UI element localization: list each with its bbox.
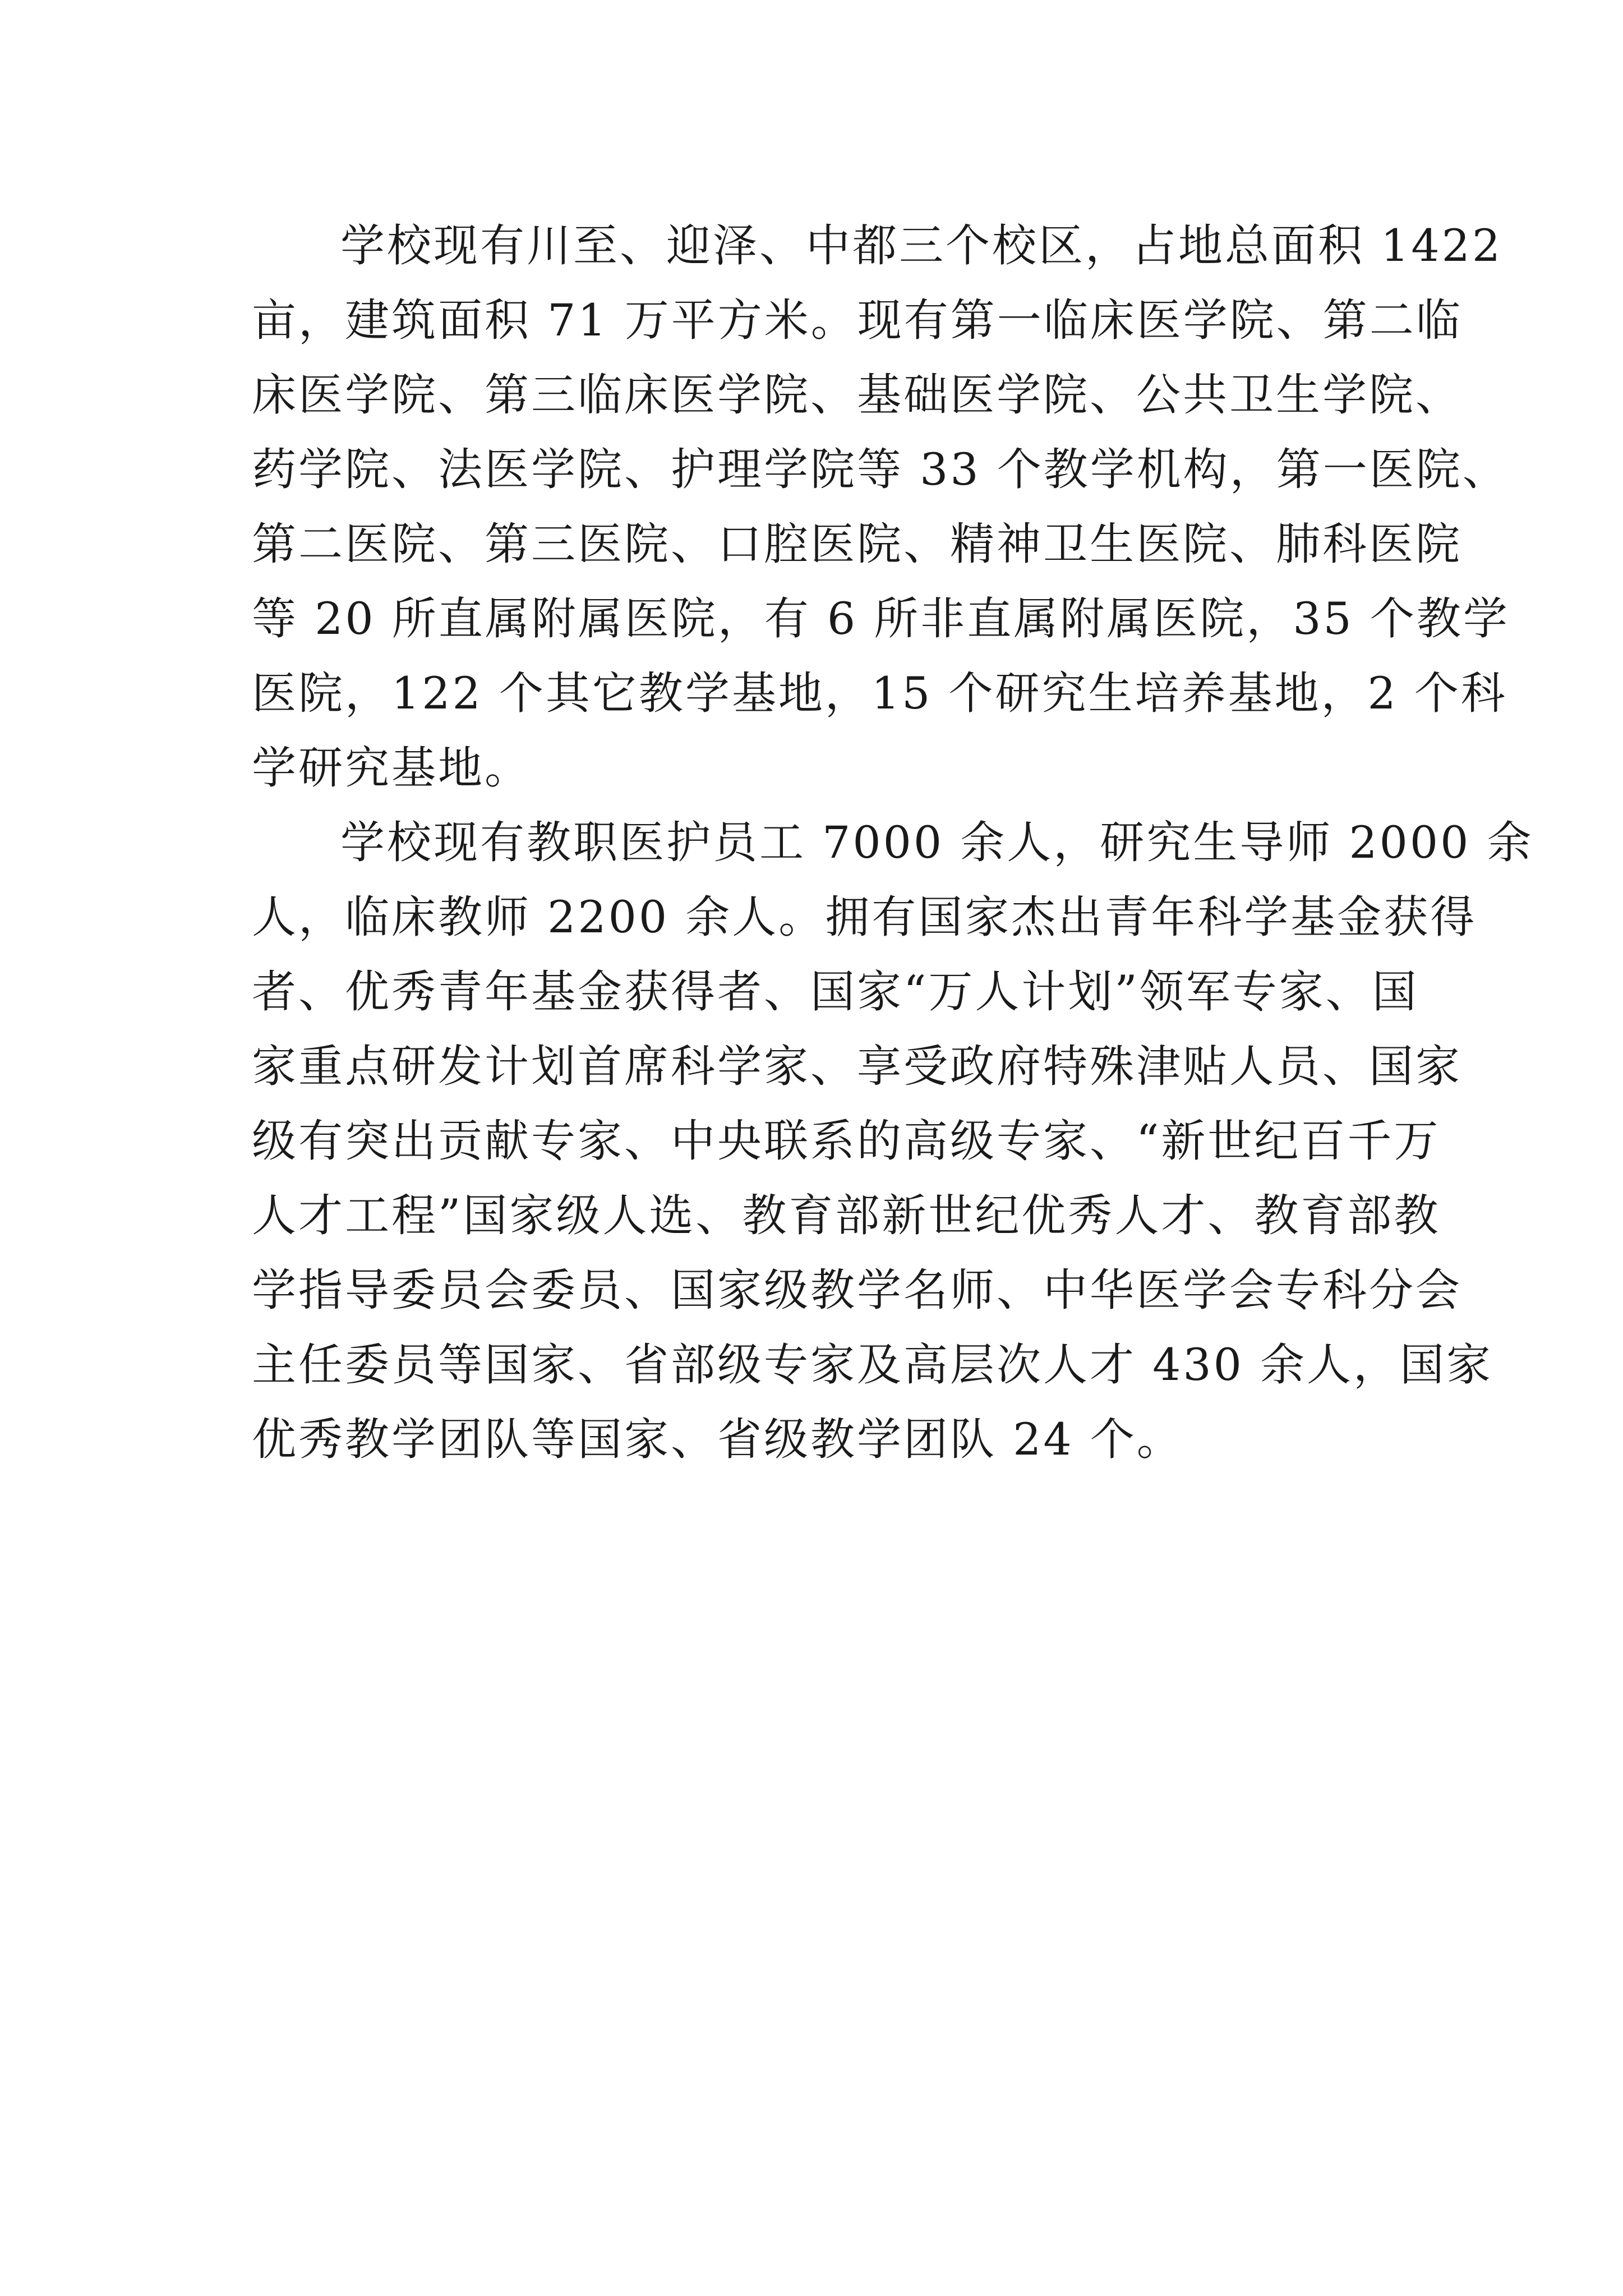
text-line: 家重点研发计划首席科学家、享受政府特殊津贴人员、国家 [252, 1041, 1462, 1092]
text-line: 学校现有教职医护员工 7000 余人，研究生导师 2000 余 [340, 817, 1534, 868]
text-line: 医院，122 个其它教学基地，15 个研究生培养基地，2 个科 [252, 668, 1507, 719]
text-line: 优秀教学团队等国家、省级教学团队 24 个。 [252, 1414, 1183, 1465]
text-line: 学研究基地。 [252, 742, 531, 794]
paragraph-faculty [252, 806, 1534, 1477]
text-line: 第二医院、第三医院、口腔医院、精神卫生医院、肺科医院 [252, 518, 1462, 570]
text-line: 级有突出贡献专家、中央联系的高级专家、“新世纪百千万 [252, 1115, 1441, 1167]
text-line: 者、优秀青年基金获得者、国家“万人计划”领军专家、国 [252, 966, 1419, 1018]
paragraph-campus [252, 209, 1510, 806]
text-line: 等 20 所直属附属医院，有 6 所非直属附属医院，35 个教学 [252, 593, 1510, 645]
text-line: 学校现有川至、迎泽、中都三个校区，占地总面积 1422 [340, 220, 1503, 272]
body-text [252, 209, 1534, 1477]
text-line: 床医学院、第三临床医学院、基础医学院、公共卫生学院、 [252, 369, 1462, 421]
text-line: 主任委员等国家、省部级专家及高层次人才 430 余人，国家 [252, 1339, 1493, 1391]
text-line: 学指导委员会委员、国家级教学名师、中华医学会专科分会 [252, 1264, 1462, 1316]
text-line: 药学院、法医学院、护理学院等 33 个教学机构，第一医院、 [252, 444, 1509, 495]
text-line: 亩，建筑面积 71 万平方米。现有第一临床医学院、第二临 [252, 295, 1463, 346]
text-line: 人，临床教师 2200 余人。拥有国家杰出青年科学基金获得 [252, 891, 1477, 943]
text-line: 人才工程”国家级人选、教育部新世纪优秀人才、教育部教 [252, 1190, 1441, 1241]
